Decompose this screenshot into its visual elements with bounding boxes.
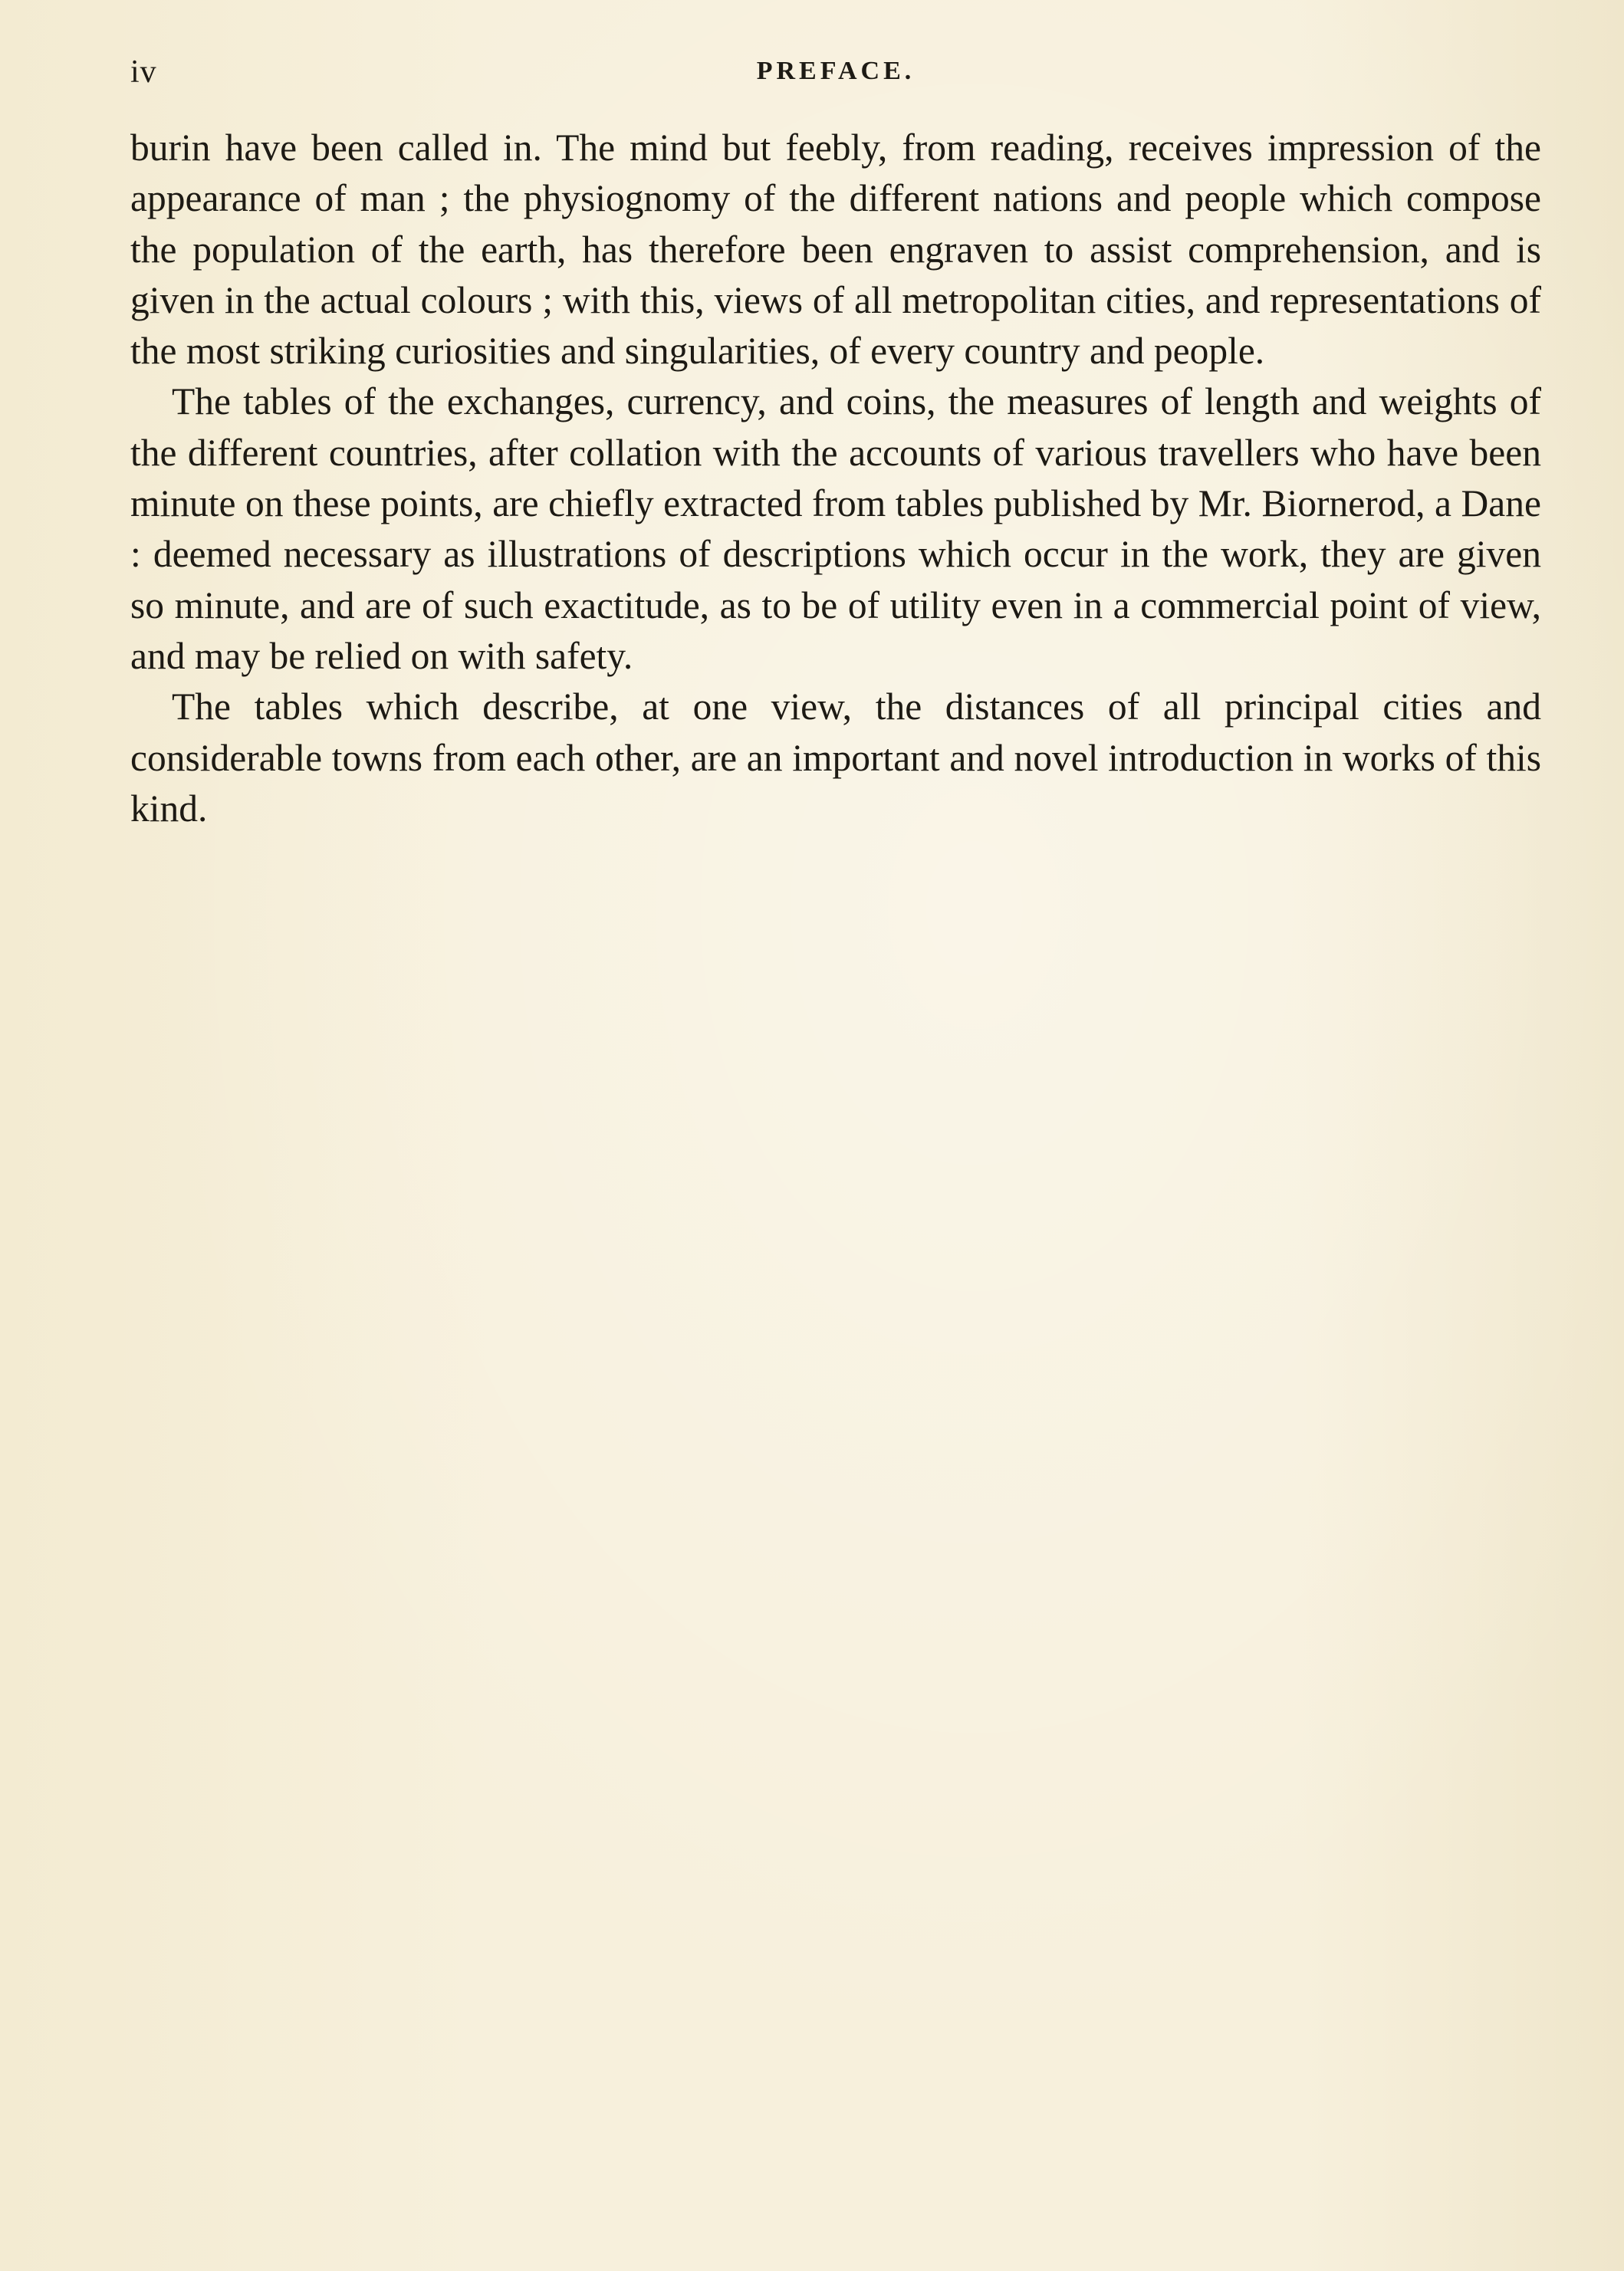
body-text [130, 123, 1541, 834]
paragraph-2: The tables of the exchanges, currency, and coins, the measures of length and weights of the different countries, after collation with the accounts of various travellers who have been minute on these points, are chiefly extracted from tables published by Mr. Biornerod, a Dane : deemed necessary as illustrations of descriptions which occur in the work, they are given so minute, and are of such exactitude, as to be of utility even in a commercial point of view, and may be relied on with safety. [130, 380, 1541, 677]
paragraph-3: The tables which describe, at one view, the distances of all principal cities and considerable towns from each other, are an important and novel introduction in works of this kind. [130, 685, 1541, 830]
page-number: iv [130, 54, 157, 90]
running-title: PREFACE. [756, 57, 916, 85]
paragraph-1: burin have been called in. The mind but feebly, from reading, receives impression of the appearance of man ; the physiognomy of the different nations and people which compose the population of the earth, has therefore been engraven to assist comprehension, and is given in the actual colours ; with this, views of all metropolitan cities, and representations of the most striking curiosities and singularities, of every country and people. [130, 127, 1541, 373]
running-head [130, 54, 1541, 100]
